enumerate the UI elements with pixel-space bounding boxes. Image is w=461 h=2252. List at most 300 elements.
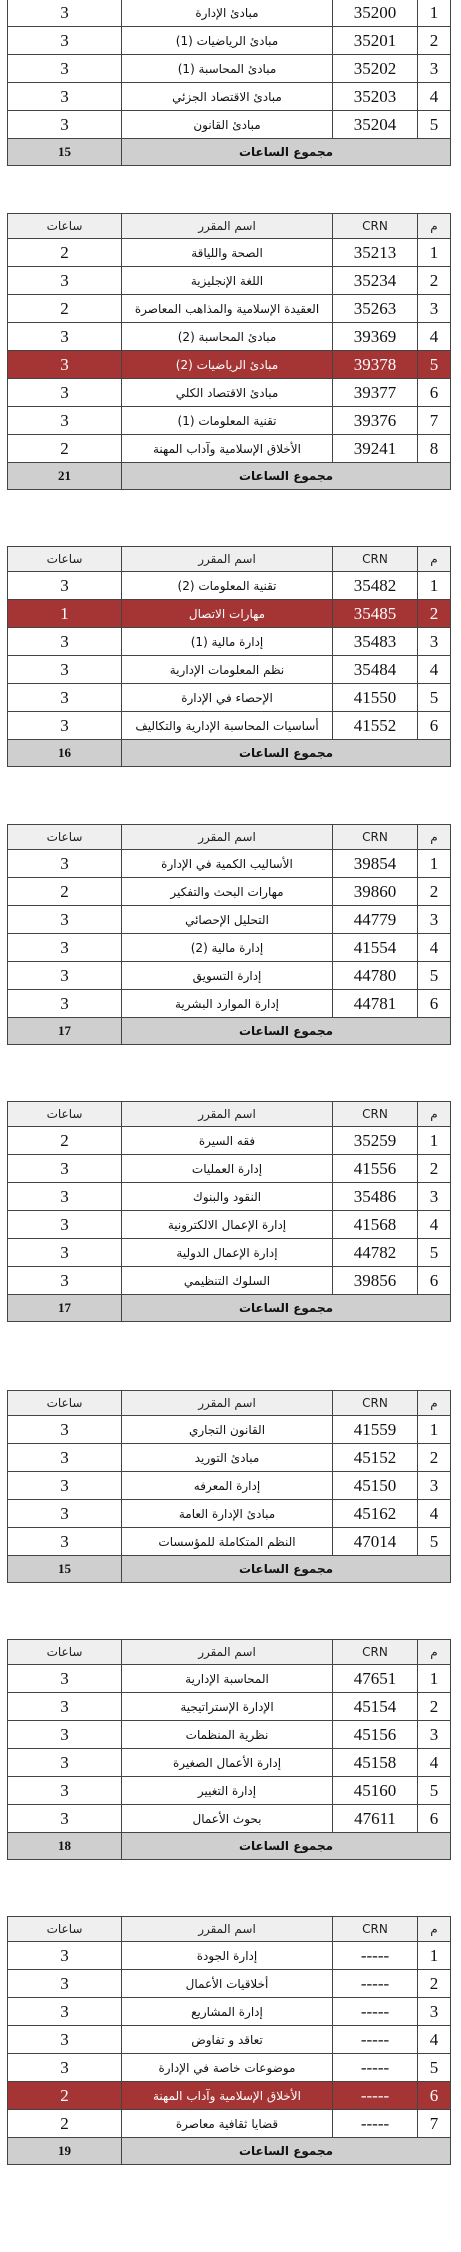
course-index: 2 xyxy=(418,267,451,295)
course-hours: 3 xyxy=(8,1970,122,1998)
header-crn: CRN xyxy=(333,547,418,572)
total-label: مجموع الساعات xyxy=(122,2138,451,2165)
header-course-name: اسم المقرر xyxy=(122,825,333,850)
header-crn: CRN xyxy=(333,1640,418,1665)
course-index: 2 xyxy=(418,1970,451,1998)
header-course-name: اسم المقرر xyxy=(122,1391,333,1416)
course-hours: 3 xyxy=(8,1721,122,1749)
course-name: القانون التجاري xyxy=(122,1416,333,1444)
course-index: 2 xyxy=(418,1444,451,1472)
header-course-name: اسم المقرر xyxy=(122,1102,333,1127)
total-label: مجموع الساعات xyxy=(122,463,451,490)
course-index: 2 xyxy=(418,27,451,55)
course-crn: 47611 xyxy=(333,1805,418,1833)
course-hours: 3 xyxy=(8,990,122,1018)
course-hours: 3 xyxy=(8,684,122,712)
course-hours: 3 xyxy=(8,1183,122,1211)
table-row xyxy=(8,1183,451,1211)
course-hours: 3 xyxy=(8,656,122,684)
level-table-3 xyxy=(7,546,451,767)
course-hours: 2 xyxy=(8,878,122,906)
table-header-row xyxy=(8,1391,451,1416)
course-crn: 39860 xyxy=(333,878,418,906)
table-header-row xyxy=(8,1917,451,1942)
table-header-row xyxy=(8,1640,451,1665)
course-name: إدارة المشاريع xyxy=(122,1998,333,2026)
level-table-6 xyxy=(7,1390,451,1583)
course-hours: 2 xyxy=(8,2082,122,2110)
course-hours: 3 xyxy=(8,1211,122,1239)
course-hours: 3 xyxy=(8,1749,122,1777)
table-row xyxy=(8,906,451,934)
course-name: السلوك التنظيمي xyxy=(122,1267,333,1295)
table-row xyxy=(8,572,451,600)
table-row xyxy=(8,1665,451,1693)
course-hours: 1 xyxy=(8,600,122,628)
course-index: 6 xyxy=(418,1267,451,1295)
total-hours: 15 xyxy=(8,1556,122,1583)
course-hours: 2 xyxy=(8,239,122,267)
course-name: مبادئ الرياضيات (1) xyxy=(122,27,333,55)
course-index: 4 xyxy=(418,2026,451,2054)
table-row xyxy=(8,712,451,740)
course-index: 5 xyxy=(418,351,451,379)
table-row xyxy=(8,1472,451,1500)
course-hours: 3 xyxy=(8,111,122,139)
course-crn: 35486 xyxy=(333,1183,418,1211)
course-name: مبادئ المحاسبة (2) xyxy=(122,323,333,351)
course-index: 4 xyxy=(418,83,451,111)
course-crn: 41559 xyxy=(333,1416,418,1444)
header-crn: CRN xyxy=(333,1102,418,1127)
table-row xyxy=(8,2110,451,2138)
total-hours: 16 xyxy=(8,740,122,767)
table-header-row xyxy=(8,214,451,239)
course-name: موضوعات خاصة في الإدارة xyxy=(122,2054,333,2082)
course-hours: 2 xyxy=(8,1127,122,1155)
total-row xyxy=(8,1556,451,1583)
total-hours: 17 xyxy=(8,1295,122,1322)
course-name: إدارة الأعمال الصغيرة xyxy=(122,1749,333,1777)
course-crn: 44779 xyxy=(333,906,418,934)
course-crn: 35485 xyxy=(333,600,418,628)
course-index: 3 xyxy=(418,1183,451,1211)
course-crn: 44780 xyxy=(333,962,418,990)
course-hours: 3 xyxy=(8,1942,122,1970)
course-name: إدارة الإعمال الدولية xyxy=(122,1239,333,1267)
course-crn: 35234 xyxy=(333,267,418,295)
header-hours: ساعات xyxy=(8,1102,122,1127)
header-index: م xyxy=(418,214,451,239)
course-name: مبادئ التوريد xyxy=(122,1444,333,1472)
course-hours: 3 xyxy=(8,1416,122,1444)
course-index: 3 xyxy=(418,295,451,323)
header-course-name: اسم المقرر xyxy=(122,1917,333,1942)
course-index: 1 xyxy=(418,1665,451,1693)
table-row xyxy=(8,379,451,407)
course-index: 1 xyxy=(418,1416,451,1444)
course-crn: 39378 xyxy=(333,351,418,379)
total-hours: 18 xyxy=(8,1833,122,1860)
course-hours: 3 xyxy=(8,0,122,27)
course-index: 1 xyxy=(418,572,451,600)
table-row xyxy=(8,628,451,656)
total-hours: 15 xyxy=(8,139,122,166)
course-index: 5 xyxy=(418,1239,451,1267)
course-hours: 3 xyxy=(8,55,122,83)
course-index: 1 xyxy=(418,1942,451,1970)
course-crn: ----- xyxy=(333,1998,418,2026)
course-name: الأخلاق الإسلامية وآداب المهنة xyxy=(122,435,333,463)
course-hours: 3 xyxy=(8,1155,122,1183)
course-index: 6 xyxy=(418,712,451,740)
course-hours: 3 xyxy=(8,712,122,740)
course-name: نظرية المنظمات xyxy=(122,1721,333,1749)
course-name: المحاسبة الإدارية xyxy=(122,1665,333,1693)
level-table-7 xyxy=(7,1639,451,1860)
table-row xyxy=(8,1970,451,1998)
table-row xyxy=(8,1239,451,1267)
table-row xyxy=(8,1805,451,1833)
table-header-row xyxy=(8,1102,451,1127)
course-name: فقه السيرة xyxy=(122,1127,333,1155)
course-name: النقود والبنوك xyxy=(122,1183,333,1211)
course-index: 2 xyxy=(418,878,451,906)
table-row xyxy=(8,2054,451,2082)
course-crn: 41568 xyxy=(333,1211,418,1239)
level-table-1 xyxy=(7,0,451,166)
course-name: الأخلاق الإسلامية وآداب المهنة xyxy=(122,2082,333,2110)
table-row-highlighted xyxy=(8,351,451,379)
level-table-2 xyxy=(7,213,451,490)
table-row xyxy=(8,684,451,712)
table-row xyxy=(8,239,451,267)
course-hours: 3 xyxy=(8,628,122,656)
table-row xyxy=(8,990,451,1018)
table-row xyxy=(8,656,451,684)
course-name: العقيدة الإسلامية والمذاهب المعاصرة xyxy=(122,295,333,323)
table-header-row xyxy=(8,547,451,572)
course-hours: 3 xyxy=(8,2026,122,2054)
course-crn: 41552 xyxy=(333,712,418,740)
course-name: مبادئ الرياضيات (2) xyxy=(122,351,333,379)
course-name: اللغة الإنجليزية xyxy=(122,267,333,295)
table-row xyxy=(8,1416,451,1444)
course-name: نظم المعلومات الإدارية xyxy=(122,656,333,684)
total-hours: 19 xyxy=(8,2138,122,2165)
course-index: 7 xyxy=(418,407,451,435)
course-name: إدارة التغيير xyxy=(122,1777,333,1805)
course-crn: 39369 xyxy=(333,323,418,351)
table-row xyxy=(8,407,451,435)
table-row-highlighted xyxy=(8,2082,451,2110)
course-name: إدارة مالية (2) xyxy=(122,934,333,962)
course-crn: ----- xyxy=(333,2026,418,2054)
course-crn: 41556 xyxy=(333,1155,418,1183)
level-table-8 xyxy=(7,1916,451,2165)
course-crn: 41550 xyxy=(333,684,418,712)
course-hours: 3 xyxy=(8,379,122,407)
header-index: م xyxy=(418,547,451,572)
table-row xyxy=(8,267,451,295)
course-crn: 35213 xyxy=(333,239,418,267)
table-row xyxy=(8,83,451,111)
table-row xyxy=(8,27,451,55)
course-crn: 39377 xyxy=(333,379,418,407)
course-index: 2 xyxy=(418,1155,451,1183)
table-row xyxy=(8,435,451,463)
course-index: 5 xyxy=(418,2054,451,2082)
course-hours: 3 xyxy=(8,323,122,351)
table-row-highlighted xyxy=(8,600,451,628)
course-index: 3 xyxy=(418,628,451,656)
course-name: إدارة المعرفه xyxy=(122,1472,333,1500)
course-name: الصحة واللياقة xyxy=(122,239,333,267)
course-index: 1 xyxy=(418,1127,451,1155)
course-crn: 35263 xyxy=(333,295,418,323)
course-index: 6 xyxy=(418,990,451,1018)
course-crn: ----- xyxy=(333,2054,418,2082)
table-row xyxy=(8,850,451,878)
course-hours: 2 xyxy=(8,435,122,463)
course-index: 4 xyxy=(418,1500,451,1528)
course-name: النظم المتكاملة للمؤسسات xyxy=(122,1528,333,1556)
course-hours: 3 xyxy=(8,1528,122,1556)
course-crn: 35200 xyxy=(333,0,418,27)
course-name: تعاقد و تفاوض xyxy=(122,2026,333,2054)
course-hours: 3 xyxy=(8,267,122,295)
table-row xyxy=(8,1749,451,1777)
course-hours: 3 xyxy=(8,1239,122,1267)
table-row xyxy=(8,962,451,990)
total-row xyxy=(8,740,451,767)
total-row xyxy=(8,139,451,166)
course-crn: 39854 xyxy=(333,850,418,878)
total-label: مجموع الساعات xyxy=(122,1833,451,1860)
course-index: 3 xyxy=(418,1998,451,2026)
course-name: التحليل الإحصائي xyxy=(122,906,333,934)
course-index: 3 xyxy=(418,906,451,934)
course-hours: 3 xyxy=(8,83,122,111)
course-name: إدارة العمليات xyxy=(122,1155,333,1183)
course-crn: 45156 xyxy=(333,1721,418,1749)
course-hours: 3 xyxy=(8,1444,122,1472)
header-crn: CRN xyxy=(333,825,418,850)
table-row xyxy=(8,1211,451,1239)
course-index: 4 xyxy=(418,1749,451,1777)
total-label: مجموع الساعات xyxy=(122,139,451,166)
course-crn: 47014 xyxy=(333,1528,418,1556)
table-row xyxy=(8,295,451,323)
course-name: إدارة الإعمال الالكترونية xyxy=(122,1211,333,1239)
header-hours: ساعات xyxy=(8,1917,122,1942)
table-row xyxy=(8,2026,451,2054)
course-crn: ----- xyxy=(333,2110,418,2138)
course-index: 5 xyxy=(418,1528,451,1556)
course-index: 1 xyxy=(418,850,451,878)
course-crn: 35201 xyxy=(333,27,418,55)
header-course-name: اسم المقرر xyxy=(122,547,333,572)
course-index: 6 xyxy=(418,379,451,407)
course-index: 4 xyxy=(418,1211,451,1239)
course-name: مبادئ الاقتصاد الجزئي xyxy=(122,83,333,111)
header-index: م xyxy=(418,1102,451,1127)
course-index: 7 xyxy=(418,2110,451,2138)
course-crn: 45162 xyxy=(333,1500,418,1528)
course-crn: 45150 xyxy=(333,1472,418,1500)
course-index: 2 xyxy=(418,1693,451,1721)
table-header-row xyxy=(8,825,451,850)
total-label: مجموع الساعات xyxy=(122,740,451,767)
course-hours: 3 xyxy=(8,1777,122,1805)
course-name: مبادئ الاقتصاد الكلي xyxy=(122,379,333,407)
course-index: 3 xyxy=(418,1472,451,1500)
course-hours: 2 xyxy=(8,2110,122,2138)
table-row xyxy=(8,1777,451,1805)
course-hours: 2 xyxy=(8,295,122,323)
course-index: 3 xyxy=(418,1721,451,1749)
course-index: 1 xyxy=(418,239,451,267)
level-table-4 xyxy=(7,824,451,1045)
total-label: مجموع الساعات xyxy=(122,1018,451,1045)
course-index: 8 xyxy=(418,435,451,463)
course-name: مبادئ الإدارة xyxy=(122,0,333,27)
course-hours: 3 xyxy=(8,1998,122,2026)
course-index: 5 xyxy=(418,111,451,139)
total-row xyxy=(8,1295,451,1322)
total-label: مجموع الساعات xyxy=(122,1295,451,1322)
table-row xyxy=(8,1528,451,1556)
course-name: تقنية المعلومات (1) xyxy=(122,407,333,435)
total-label: مجموع الساعات xyxy=(122,1556,451,1583)
table-row xyxy=(8,1155,451,1183)
course-name: إدارة الجودة xyxy=(122,1942,333,1970)
course-crn: 39241 xyxy=(333,435,418,463)
header-crn: CRN xyxy=(333,1917,418,1942)
course-name: قضايا ثقافية معاصرة xyxy=(122,2110,333,2138)
course-crn: 35203 xyxy=(333,83,418,111)
total-hours: 21 xyxy=(8,463,122,490)
course-index: 2 xyxy=(418,600,451,628)
header-hours: ساعات xyxy=(8,547,122,572)
header-course-name: اسم المقرر xyxy=(122,1640,333,1665)
header-index: م xyxy=(418,1640,451,1665)
course-crn: 35204 xyxy=(333,111,418,139)
course-crn: 39856 xyxy=(333,1267,418,1295)
table-row xyxy=(8,323,451,351)
table-row xyxy=(8,878,451,906)
table-row xyxy=(8,111,451,139)
course-name: أساسيات المحاسبة الإدارية والتكاليف xyxy=(122,712,333,740)
course-crn: ----- xyxy=(333,1970,418,1998)
total-hours: 17 xyxy=(8,1018,122,1045)
course-hours: 3 xyxy=(8,934,122,962)
course-index: 5 xyxy=(418,1777,451,1805)
course-crn: 41554 xyxy=(333,934,418,962)
course-index: 1 xyxy=(418,0,451,27)
table-row xyxy=(8,1127,451,1155)
header-crn: CRN xyxy=(333,214,418,239)
course-crn: 39376 xyxy=(333,407,418,435)
table-row xyxy=(8,1267,451,1295)
table-row xyxy=(8,1444,451,1472)
table-row xyxy=(8,1721,451,1749)
header-index: م xyxy=(418,825,451,850)
course-name: مهارات البحث والتفكير xyxy=(122,878,333,906)
course-crn: 45152 xyxy=(333,1444,418,1472)
header-crn: CRN xyxy=(333,1391,418,1416)
course-hours: 3 xyxy=(8,962,122,990)
course-name: مبادئ القانون xyxy=(122,111,333,139)
course-name: إدارة الموارد البشرية xyxy=(122,990,333,1018)
course-crn: 47651 xyxy=(333,1665,418,1693)
course-hours: 3 xyxy=(8,1693,122,1721)
table-row xyxy=(8,1693,451,1721)
course-hours: 3 xyxy=(8,1472,122,1500)
course-index: 4 xyxy=(418,656,451,684)
course-hours: 3 xyxy=(8,1805,122,1833)
course-name: أخلاقيات الأعمال xyxy=(122,1970,333,1998)
table-row xyxy=(8,1500,451,1528)
header-index: م xyxy=(418,1917,451,1942)
course-index: 4 xyxy=(418,323,451,351)
course-name: مبادئ الإدارة العامة xyxy=(122,1500,333,1528)
course-index: 5 xyxy=(418,684,451,712)
course-hours: 3 xyxy=(8,1665,122,1693)
course-crn: 35482 xyxy=(333,572,418,600)
course-name: إدارة مالية (1) xyxy=(122,628,333,656)
course-crn: 45158 xyxy=(333,1749,418,1777)
table-row xyxy=(8,0,451,27)
course-index: 4 xyxy=(418,934,451,962)
course-index: 3 xyxy=(418,55,451,83)
course-crn: 44781 xyxy=(333,990,418,1018)
course-index: 5 xyxy=(418,962,451,990)
course-crn: ----- xyxy=(333,2082,418,2110)
course-name: إدارة التسويق xyxy=(122,962,333,990)
course-hours: 3 xyxy=(8,850,122,878)
header-hours: ساعات xyxy=(8,1640,122,1665)
course-crn: 35484 xyxy=(333,656,418,684)
course-name: الإدارة الإستراتيجية xyxy=(122,1693,333,1721)
total-row xyxy=(8,463,451,490)
header-index: م xyxy=(418,1391,451,1416)
course-crn: 45154 xyxy=(333,1693,418,1721)
course-name: الأساليب الكمية في الإدارة xyxy=(122,850,333,878)
total-row xyxy=(8,1833,451,1860)
course-hours: 3 xyxy=(8,407,122,435)
table-row xyxy=(8,1942,451,1970)
header-hours: ساعات xyxy=(8,825,122,850)
course-index: 6 xyxy=(418,2082,451,2110)
course-hours: 3 xyxy=(8,1267,122,1295)
course-crn: 44782 xyxy=(333,1239,418,1267)
total-row xyxy=(8,2138,451,2165)
course-crn: 45160 xyxy=(333,1777,418,1805)
table-row xyxy=(8,55,451,83)
course-hours: 3 xyxy=(8,906,122,934)
table-row xyxy=(8,1998,451,2026)
total-row xyxy=(8,1018,451,1045)
header-hours: ساعات xyxy=(8,214,122,239)
course-crn: 35202 xyxy=(333,55,418,83)
course-name: مهارات الاتصال xyxy=(122,600,333,628)
course-name: الإحصاء في الإدارة xyxy=(122,684,333,712)
header-course-name: اسم المقرر xyxy=(122,214,333,239)
course-hours: 3 xyxy=(8,27,122,55)
table-row xyxy=(8,934,451,962)
course-name: تقنية المعلومات (2) xyxy=(122,572,333,600)
